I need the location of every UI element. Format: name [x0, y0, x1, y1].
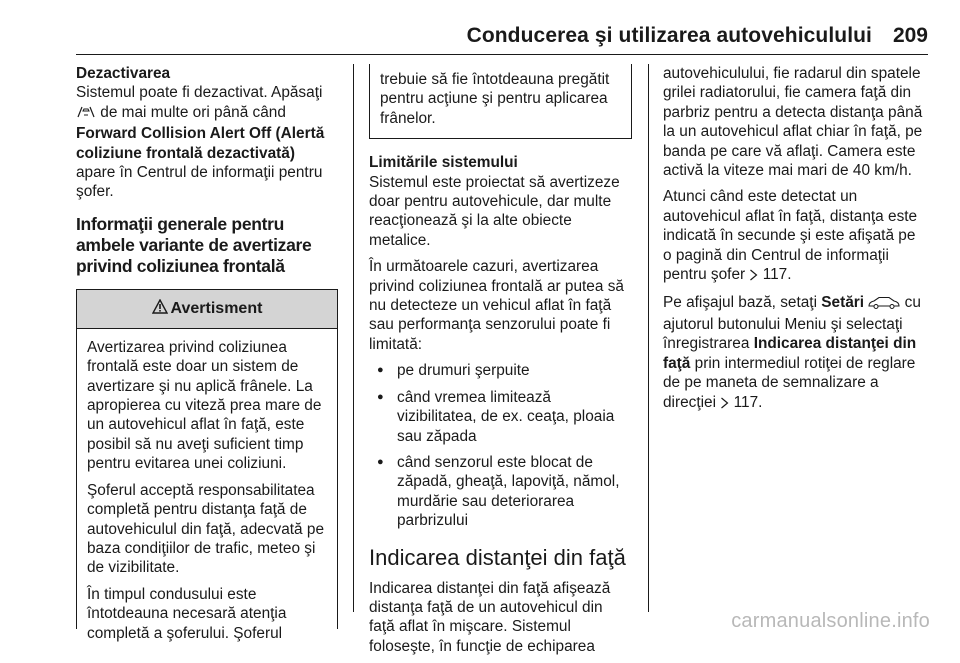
deactivate-text-1: Sistemul poate fi dezactivat. Apăsaţi — [76, 84, 323, 102]
limits-heading: Limitările sistemului — [369, 154, 518, 172]
col3-paragraph-3-c: prin intermediul rotiţei de reglare de pe maneta de semnalizare a direcţiei — [663, 354, 916, 411]
warning-body — [77, 329, 337, 643]
warning-header — [77, 290, 337, 329]
general-info-heading: Informaţii generale pentru ambele variante de avertizare privind coliziunea frontală — [76, 213, 312, 276]
deactivate-text-2: de mai multe ori până când — [96, 103, 286, 121]
column-divider-2 — [648, 64, 649, 612]
page-number: 209 — [892, 24, 928, 47]
deactivate-text-3: apare în Centrul de informaţii pentru şofer. — [76, 164, 323, 201]
warning-paragraph-2: Şoferul acceptă responsabilitatea completă pentru distanţa faţă de autovehiculul din faţă, adecvată pe baza condiţiilor de trafic, meteo şi de vizibilitate. — [87, 481, 325, 577]
deactivate-paragraph — [76, 83, 338, 201]
warning-box — [76, 289, 338, 642]
col3-paragraph-3-b: cu ajutorul butonului Meniu şi selectaţi înregistrarea — [663, 294, 921, 353]
header-divider — [76, 54, 928, 55]
column-3 — [663, 64, 927, 421]
limits-list — [369, 361, 632, 530]
page-ref-arrow-icon — [720, 395, 729, 414]
list-item: ● când vremea limitează vizibilitatea, de ex. ceaţa, ploaia sau zăpada — [369, 388, 632, 446]
warning-continued-text: trebuie să fie întotdeauna pregătit pentru acţiune şi pentru aplicarea frânelor. — [380, 71, 610, 127]
warning-box-continued — [369, 64, 632, 139]
page-reference[interactable]: 117. — [733, 393, 763, 411]
page-reference[interactable]: 117. — [762, 266, 792, 284]
distance-heading: Indicarea distanţei din faţă — [369, 544, 626, 570]
warning-title: Avertisment — [170, 300, 263, 318]
col3-paragraph-2-text: Atunci când este detectat un autovehicul aflat în faţă, distanţa este indicată în secunde şi este afişată pe o pagină din Centrul de informaţii pentru şofer — [663, 188, 918, 284]
list-item: ● pe drumuri şerpuite — [369, 361, 632, 380]
page-header-title: Conducerea şi utilizarea autovehiculului — [466, 24, 872, 47]
deactivate-heading: Dezactivarea — [76, 65, 171, 82]
col3-paragraph-1: autovehiculului, fie radarul din spatele grilei radiatorului, fie camera faţă din parbriz pentru a detecta distanţa până la un autovehicul aflat chiar în faţă, pe banda pe care vă aflaţi. Camera este activă la viteze mai mari de 40 km/h. — [663, 65, 923, 180]
distance-paragraph-1: Indicarea distanţei din faţă afişează distanţa faţă de un autovehicul din faţă aflat în mişcare. Sistemul foloseşte, în funcţie de echiparea — [369, 579, 611, 655]
col3-paragraph-2 — [663, 187, 927, 286]
limits-paragraph-1: Sistemul este proiectat să avertizeze doar pentru autovehicule, dar multe reacţionează şi la alte obiecte metalice. — [369, 173, 620, 249]
warning-triangle-icon — [152, 299, 168, 319]
list-item: ● când senzorul este blocat de zăpadă, gheaţă, lapoviţă, nămol, murdărie sau deteriorarea parbrizului — [369, 453, 632, 531]
watermark: carmanualsonline.info — [731, 610, 930, 632]
distance-setting-label: Indicarea distanţei din faţă — [663, 335, 917, 372]
col3-paragraph-3-a: Pe afişajul bază, setaţi — [663, 294, 822, 312]
limits-paragraph-2: În următoarele cazuri, avertizarea privind coliziunea frontală ar putea să nu detecteze un vehicul aflat în faţă sau performanţa senzorului poate fi limitată: — [369, 258, 624, 353]
deactivate-bold-message: Forward Collision Alert Off (Alertă coliziune frontală dezactivată) — [76, 125, 325, 162]
warning-paragraph-3: În timpul condusului este întotdeauna necesară atenţia completă a şoferului. Şoferul — [87, 585, 287, 642]
warning-paragraph-1: Avertizarea privind coliziunea frontală este doar un sistem de avertizare şi nu aplică frânele. La apropierea cu viteză prea mare de un autovehicul aflat în faţă, este posibil să nu aveţi suficient timp pentru evitarea unei coliziuni. — [87, 338, 322, 473]
settings-menu-label: Setări — [821, 294, 865, 312]
column-1 — [76, 64, 338, 642]
column-2 — [369, 64, 632, 663]
page-ref-arrow-icon — [749, 267, 758, 286]
col3-paragraph-3 — [663, 293, 927, 413]
column-divider-1 — [353, 64, 354, 612]
collision-alert-icon — [76, 105, 96, 124]
car-settings-icon — [868, 295, 900, 314]
